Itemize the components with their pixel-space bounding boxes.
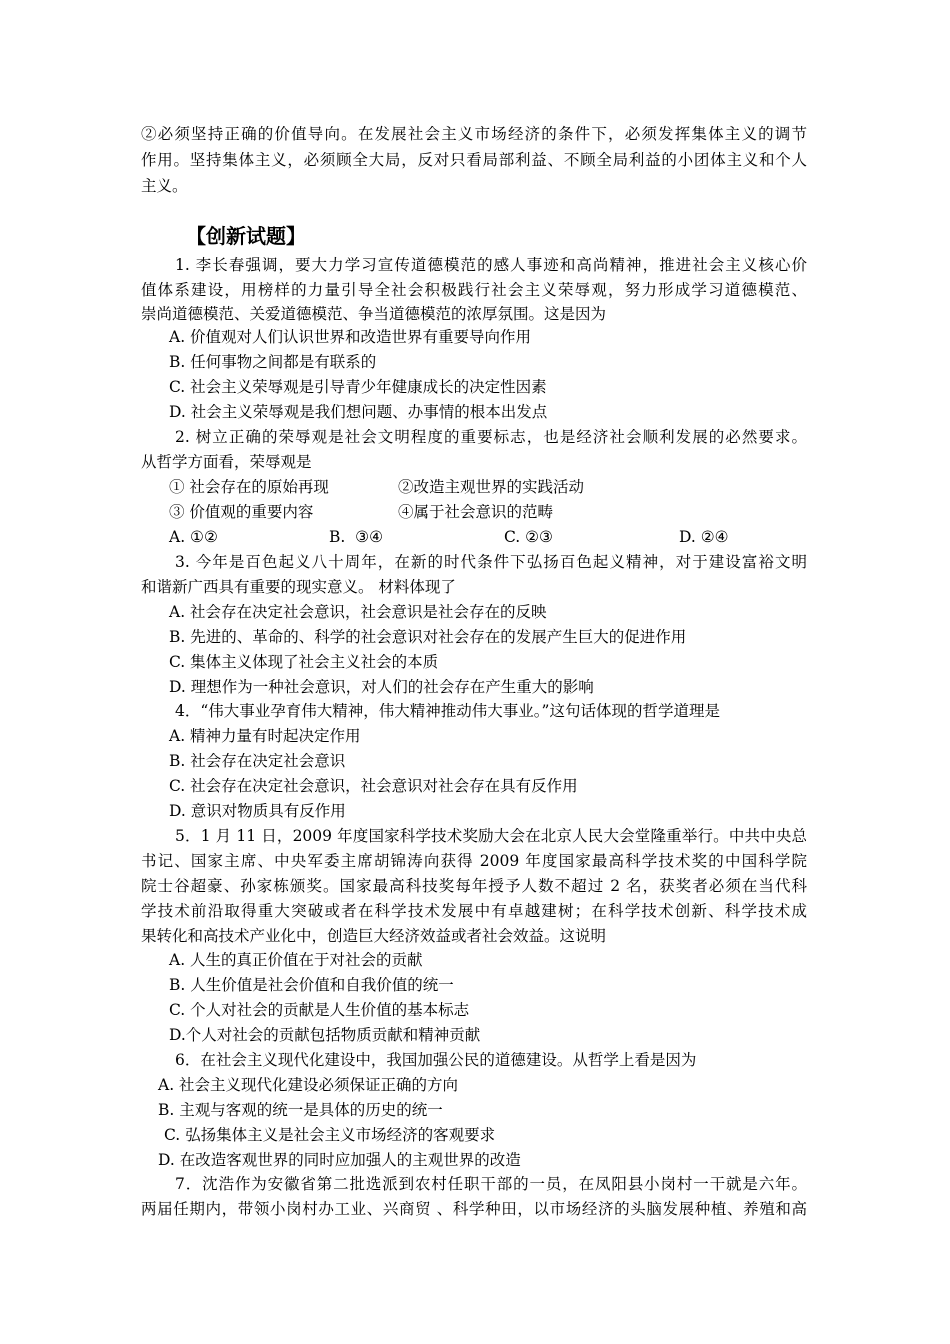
question-4-option-c: C. 社会存在决定社会意识，社会意识对社会存在具有反作用 [169,777,578,795]
question-5-stem: 学技术前沿取得重大突破或者在科学技术发展中有卓越建树；在科学技术创新、科学技术成 [141,902,807,920]
question-2-item-2: ②改造主观世界的实践活动 [398,478,585,496]
question-3-option-b: B. 先进的、革命的、科学的社会意识对社会存在的发展产生巨大的促进作用 [169,628,687,646]
question-4-stem: 4．“伟大事业孕育伟大精神，伟大精神推动伟大事业。”这句话体现的哲学道理是 [175,702,720,720]
intro-line: 主义。 [141,177,188,195]
question-6-stem: 6．在社会主义现代化建设中，我国加强公民的道德建设。从哲学上看是因为 [175,1051,697,1069]
question-1-option-d: D. 社会主义荣辱观是我们想问题、办事情的根本出发点 [169,403,548,421]
question-2-item-1: ① 社会存在的原始再现 [169,478,329,496]
intro-line: ②必须坚持正确的价值导向。在发展社会主义市场经济的条件下，必须发挥集体主义的调节 [141,125,807,143]
question-2-stem: 2. 树立正确的荣辱观是社会文明程度的重要标志，也是经济社会顺利发展的必然要求。 [175,428,807,446]
question-5-stem: 院士谷超豪、孙家栋颁奖。国家最高科技奖每年授予人数不超过 2 名，获奖者必须在当代科 [141,877,807,895]
question-2-item-3: ③ 价值观的重要内容 [169,503,314,521]
question-1-option-a: A. 价值观对人们认识世界和改造世界有重要导向作用 [169,328,532,346]
question-2-option-c: C. ②③ [504,528,553,546]
question-1-stem: 1. 李长春强调，要大力学习宣传道德模范的感人事迹和高尚精神，推进社会主义核心价 [175,256,807,274]
question-3-option-a: A. 社会存在决定社会意识，社会意识是社会存在的反映 [169,603,547,621]
question-7-stem: 7．沈浩作为安徽省第二批选派到农村任职干部的一员，在凤阳县小岗村一干就是六年。 [175,1175,807,1193]
question-1-option-c: C. 社会主义荣辱观是引导青少年健康成长的决定性因素 [169,378,547,396]
question-5-option-d: D.个人对社会的贡献包括物质贡献和精神贡献 [169,1026,481,1044]
question-5-stem: 果转化和高技术产业化中，创造巨大经济效益或者社会效益。这说明 [141,927,607,945]
question-2-option-b: B. ③④ [329,528,383,546]
question-6-option-c: C. 弘扬集体主义是社会主义市场经济的客观要求 [164,1126,496,1144]
question-1-stem: 值体系建设，用榜样的力量引导全社会积极践行社会主义荣辱观，努力形成学习道德模范、 [141,281,807,299]
question-5-stem: 书记、国家主席、中央军委主席胡锦涛向获得 2009 年度国家最高科学技术奖的中国科学院 [141,852,807,870]
question-2-item-4: ④属于社会意识的范畴 [398,503,554,521]
question-2-stem: 从哲学方面看，荣辱观是 [141,453,312,471]
question-5-stem: 5．1 月 11 日，2009 年度国家科学技术奖励大会在北京人民大会堂隆重举行。中共中央总 [175,827,807,845]
question-3-option-c: C. 集体主义体现了社会主义社会的本质 [169,653,439,671]
question-5-option-b: B. 人生价值是社会价值和自我价值的统一 [169,976,454,994]
question-6-option-b: B. 主观与客观的统一是具体的历史的统一 [158,1101,443,1119]
question-4-option-a: A. 精神力量有时起决定作用 [169,727,361,745]
question-5-option-a: A. 人生的真正价值在于对社会的贡献 [169,951,423,969]
question-3-stem: 和谐新广西具有重要的现实意义。 材料体现了 [141,578,456,596]
question-1-stem: 崇尚道德模范、关爱道德模范、争当道德模范的浓厚氛围。这是因为 [141,305,607,323]
section-title: 【创新试题】 [186,224,306,248]
question-3-option-d: D. 理想作为一种社会意识，对人们的社会存在产生重大的影响 [169,678,594,696]
question-4-option-d: D. 意识对物质具有反作用 [169,802,346,820]
intro-line: 作用。坚持集体主义，必须顾全大局，反对只看局部利益、不顾全局利益的小团体主义和个人 [141,151,807,169]
question-4-option-b: B. 社会存在决定社会意识 [169,752,346,770]
question-1-option-b: B. 任何事物之间都是有联系的 [169,353,377,371]
question-2-option-d: D. ②④ [679,528,729,546]
question-5-option-c: C. 个人对社会的贡献是人生价值的基本标志 [169,1001,470,1019]
question-2-option-a: A. ①② [169,528,218,546]
question-3-stem: 3. 今年是百色起义八十周年，在新的时代条件下弘扬百色起义精神，对于建设富裕文明 [175,553,807,571]
question-6-option-a: A. 社会主义现代化建设必须保证正确的方向 [158,1076,459,1094]
question-7-stem: 两届任期内，带领小岗村办工业、兴商贸 、科学种田，以市场经济的头脑发展种植、养殖和高 [141,1200,807,1218]
question-6-option-d: D. 在改造客观世界的同时应加强人的主观世界的改造 [158,1151,521,1169]
